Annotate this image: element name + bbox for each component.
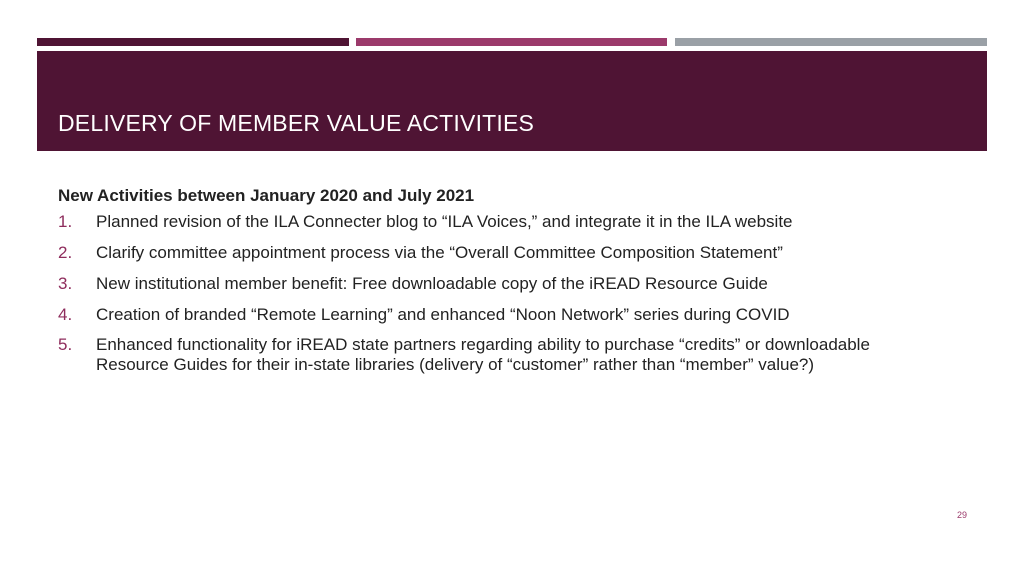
list-item: [58, 242, 938, 264]
list-item: [58, 335, 938, 375]
slide-title: DELIVERY OF MEMBER VALUE ACTIVITIES: [58, 110, 535, 136]
page-number: 29: [956, 510, 967, 520]
list-item: [58, 273, 938, 295]
title-band: [37, 51, 987, 151]
activity-list: [58, 211, 938, 375]
accent-bar-dark: [37, 38, 349, 46]
list-item-number: 3.: [58, 274, 73, 293]
list-item-number: 1.: [58, 212, 73, 231]
list-item: [58, 304, 938, 326]
list-item-text: New institutional member benefit: Free downloadable copy of the iREAD Resource Guide: [96, 274, 768, 293]
subheading: New Activities between January 2020 and July 2021: [58, 186, 475, 205]
list-item-number: 5.: [58, 335, 73, 354]
accent-bar-magenta: [356, 38, 667, 46]
list-item-text: Creation of branded “Remote Learning” and enhanced “Noon Network” series during COVID: [96, 305, 790, 324]
list-item-text: Enhanced functionality for iREAD state partners regarding ability to purchase “credits” or downloadable Resource Guides for their in-state libraries (delivery of “customer” rather than “member” value?): [96, 335, 870, 374]
list-item-text: Clarify committee appointment process via the “Overall Committee Composition Statement”: [96, 243, 783, 262]
slide-content: [58, 185, 938, 384]
list-item-number: 4.: [58, 305, 73, 324]
list-item: [58, 211, 938, 233]
list-item-text: Planned revision of the ILA Connecter blog to “ILA Voices,” and integrate it in the ILA website: [96, 212, 793, 231]
accent-bar-gray: [675, 38, 987, 46]
list-item-number: 2.: [58, 243, 73, 262]
